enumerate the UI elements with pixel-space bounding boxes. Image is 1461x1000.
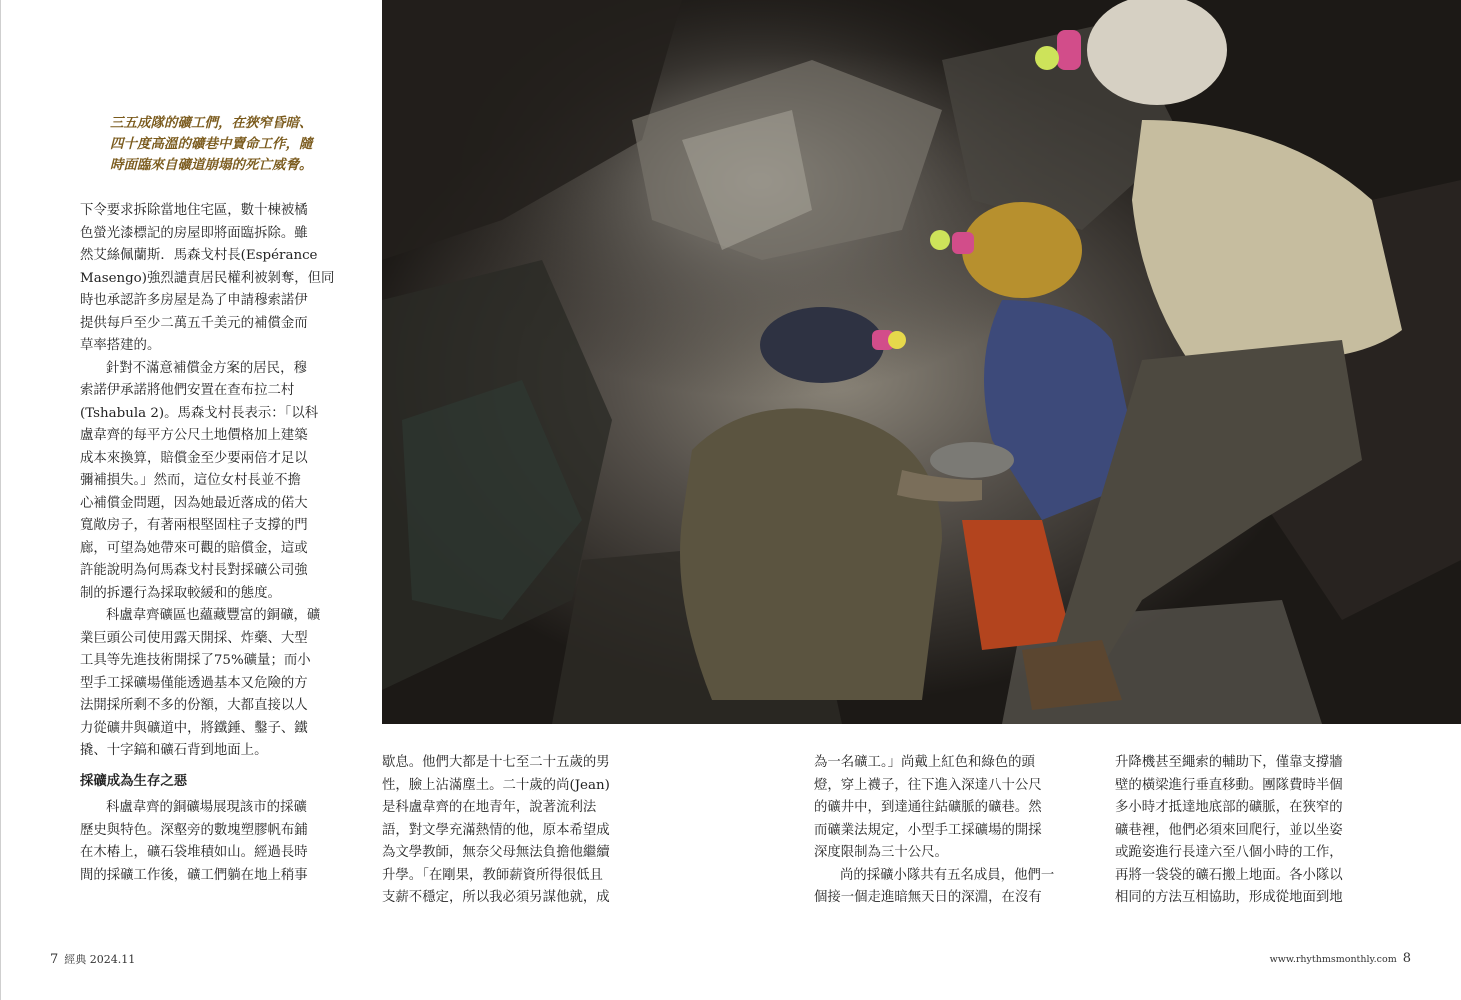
text-line: 支薪不穩定，所以我必須另謀他就，成 — [382, 890, 610, 905]
text-column-2 — [382, 752, 647, 910]
text-line: 為一名礦工。」尚戴上紅色和綠色的頭 — [814, 755, 1035, 770]
text-line: 科盧韋齊礦區也蘊藏豐富的銅礦，礦 — [106, 608, 321, 623]
text-column-4 — [1115, 752, 1383, 910]
text-line: 再將一袋袋的礦石搬上地面。各小隊以 — [1115, 867, 1343, 883]
text-line: 彌補損失。」然而，這位女村長並不擔 — [80, 473, 301, 488]
text-line: 為文學教師，無奈父母無法負擔他繼續 — [382, 845, 610, 860]
text-line: 下令要求拆除當地住宅區，數十棟被橘 — [80, 203, 308, 218]
photo-illustration — [382, 0, 1461, 724]
text-line: 草率搭建的。 — [80, 338, 161, 353]
text-line: 的礦井中，到達通往鈷礦脈的礦巷。然 — [814, 800, 1042, 815]
text-line: 升降機甚至繩索的輔助下，僅靠支撐牆 — [1115, 755, 1343, 770]
text-line: 型手工採礦場僅能透過基本又危險的方 — [80, 675, 308, 691]
text-line: 盧韋齊的每平方公尺土地價格加上建築 — [80, 428, 308, 443]
text-line: 時也承認許多房屋是為了申請穆索諾伊 — [80, 293, 308, 308]
page-edge — [0, 0, 1, 1000]
text-line: 制的拆遷行為採取較緩和的態度。 — [80, 585, 281, 601]
text-line: 歇息。他們大都是十七至二十五歲的男 — [382, 755, 610, 770]
text-line: (Tshabula 2)。馬森戈村長表示：「以科 — [80, 405, 319, 421]
text-line: 色螢光漆標記的房屋即將面臨拆除。雖 — [80, 225, 308, 241]
text-line: 壁的橫梁進行垂直移動。團隊費時半個 — [1115, 777, 1343, 793]
text-line: 歷史與特色。深壑旁的數塊塑膠帆布鋪 — [80, 822, 308, 838]
text-line: 燈，穿上襪子，往下進入深達八十公尺 — [814, 777, 1042, 793]
text-line: 心補償金問題，因為她最近落成的偌大 — [80, 495, 308, 511]
text-line: 科盧韋齊的銅礦場展現該市的採礦 — [106, 800, 307, 815]
text-line: 多小時才抵達地底部的礦脈，在狹窄的 — [1115, 800, 1343, 815]
text-line: 相同的方法互相協助，形成從地面到地 — [1115, 890, 1343, 905]
text-line: 許能說明為何馬森戈村長對採礦公司強 — [80, 563, 308, 578]
text-line: 法開採所剩不多的份額，大都直接以人 — [80, 698, 308, 713]
text-line: 是科盧韋齊的在地青年，說著流利法 — [382, 800, 597, 815]
text-line: 升學。「在剛果，教師薪資所得很低且 — [382, 867, 603, 883]
caption-line: 三五成隊的礦工們，在狹窄昏暗、 — [110, 115, 313, 131]
text-line: 提供每戶至少二萬五千美元的補償金而 — [80, 315, 308, 331]
text-line: 撬、十字鎬和礦石背到地面上。 — [80, 743, 268, 758]
text-line: Masengo)強烈譴責居民權利被剝奪，但同 — [80, 270, 335, 286]
photo-caption — [110, 113, 360, 176]
text-line: 尚的採礦小隊共有五名成員，他們一 — [840, 867, 1055, 883]
footer-left — [50, 951, 135, 967]
text-line: 業巨頭公司使用露天開採、炸藥、大型 — [80, 630, 308, 646]
text-line: 寬敞房子，有著兩根堅固柱子支撐的門 — [80, 518, 308, 533]
section-subheading: 採礦成為生存之惡 — [80, 773, 188, 789]
page-number-left: 7 — [50, 952, 59, 967]
text-column-3 — [814, 752, 1082, 910]
caption-line: 四十度高溫的礦巷中賣命工作，隨 — [110, 136, 313, 152]
footer-publication: 經典 2024.11 — [64, 953, 136, 966]
text-line: 廊，可望為她帶來可觀的賠償金，這或 — [80, 540, 308, 556]
text-line: 語，對文學充滿熱情的他，原本希望成 — [382, 822, 610, 838]
text-line: 或跪姿進行長達六至八個小時的工作， — [1115, 845, 1343, 860]
left-text-column — [80, 200, 352, 887]
photo-miners-in-tunnel — [382, 0, 1461, 724]
text-line: 礦巷裡，他們必須來回爬行，並以坐姿 — [1115, 822, 1343, 838]
text-line: 工具等先進技術開採了75%礦量；而小 — [80, 653, 311, 668]
text-line: 間的採礦工作後，礦工們躺在地上稍事 — [80, 867, 308, 883]
page-number-right: 8 — [1402, 951, 1411, 966]
footer-right — [1270, 951, 1411, 966]
text-line: 力從礦井與礦道中，將鐵錘、鑿子、鐵 — [80, 720, 308, 736]
footer-url: www.rhythmsmonthly.com — [1269, 954, 1397, 965]
text-line: 個接一個走進暗無天日的深淵，在沒有 — [814, 890, 1042, 905]
caption-line: 時面臨來自礦道崩塌的死亡威脅。 — [110, 157, 313, 173]
text-line: 索諾伊承諾將他們安置在查布拉二村 — [80, 383, 295, 398]
text-line: 深度限制為三十公尺。 — [814, 845, 948, 860]
text-line: 成本來換算，賠償金至少要兩倍才足以 — [80, 450, 308, 466]
text-line: 性，臉上沾滿塵土。二十歲的尚(Jean) — [382, 777, 610, 793]
text-line: 針對不滿意補償金方案的居民，穆 — [106, 360, 307, 376]
text-line: 然艾絲佩蘭斯．馬森戈村長(Espérance — [80, 248, 318, 263]
text-line: 而礦業法規定，小型手工採礦場的開採 — [814, 822, 1042, 838]
text-line: 在木樁上，礦石袋堆積如山。經過長時 — [80, 845, 308, 860]
